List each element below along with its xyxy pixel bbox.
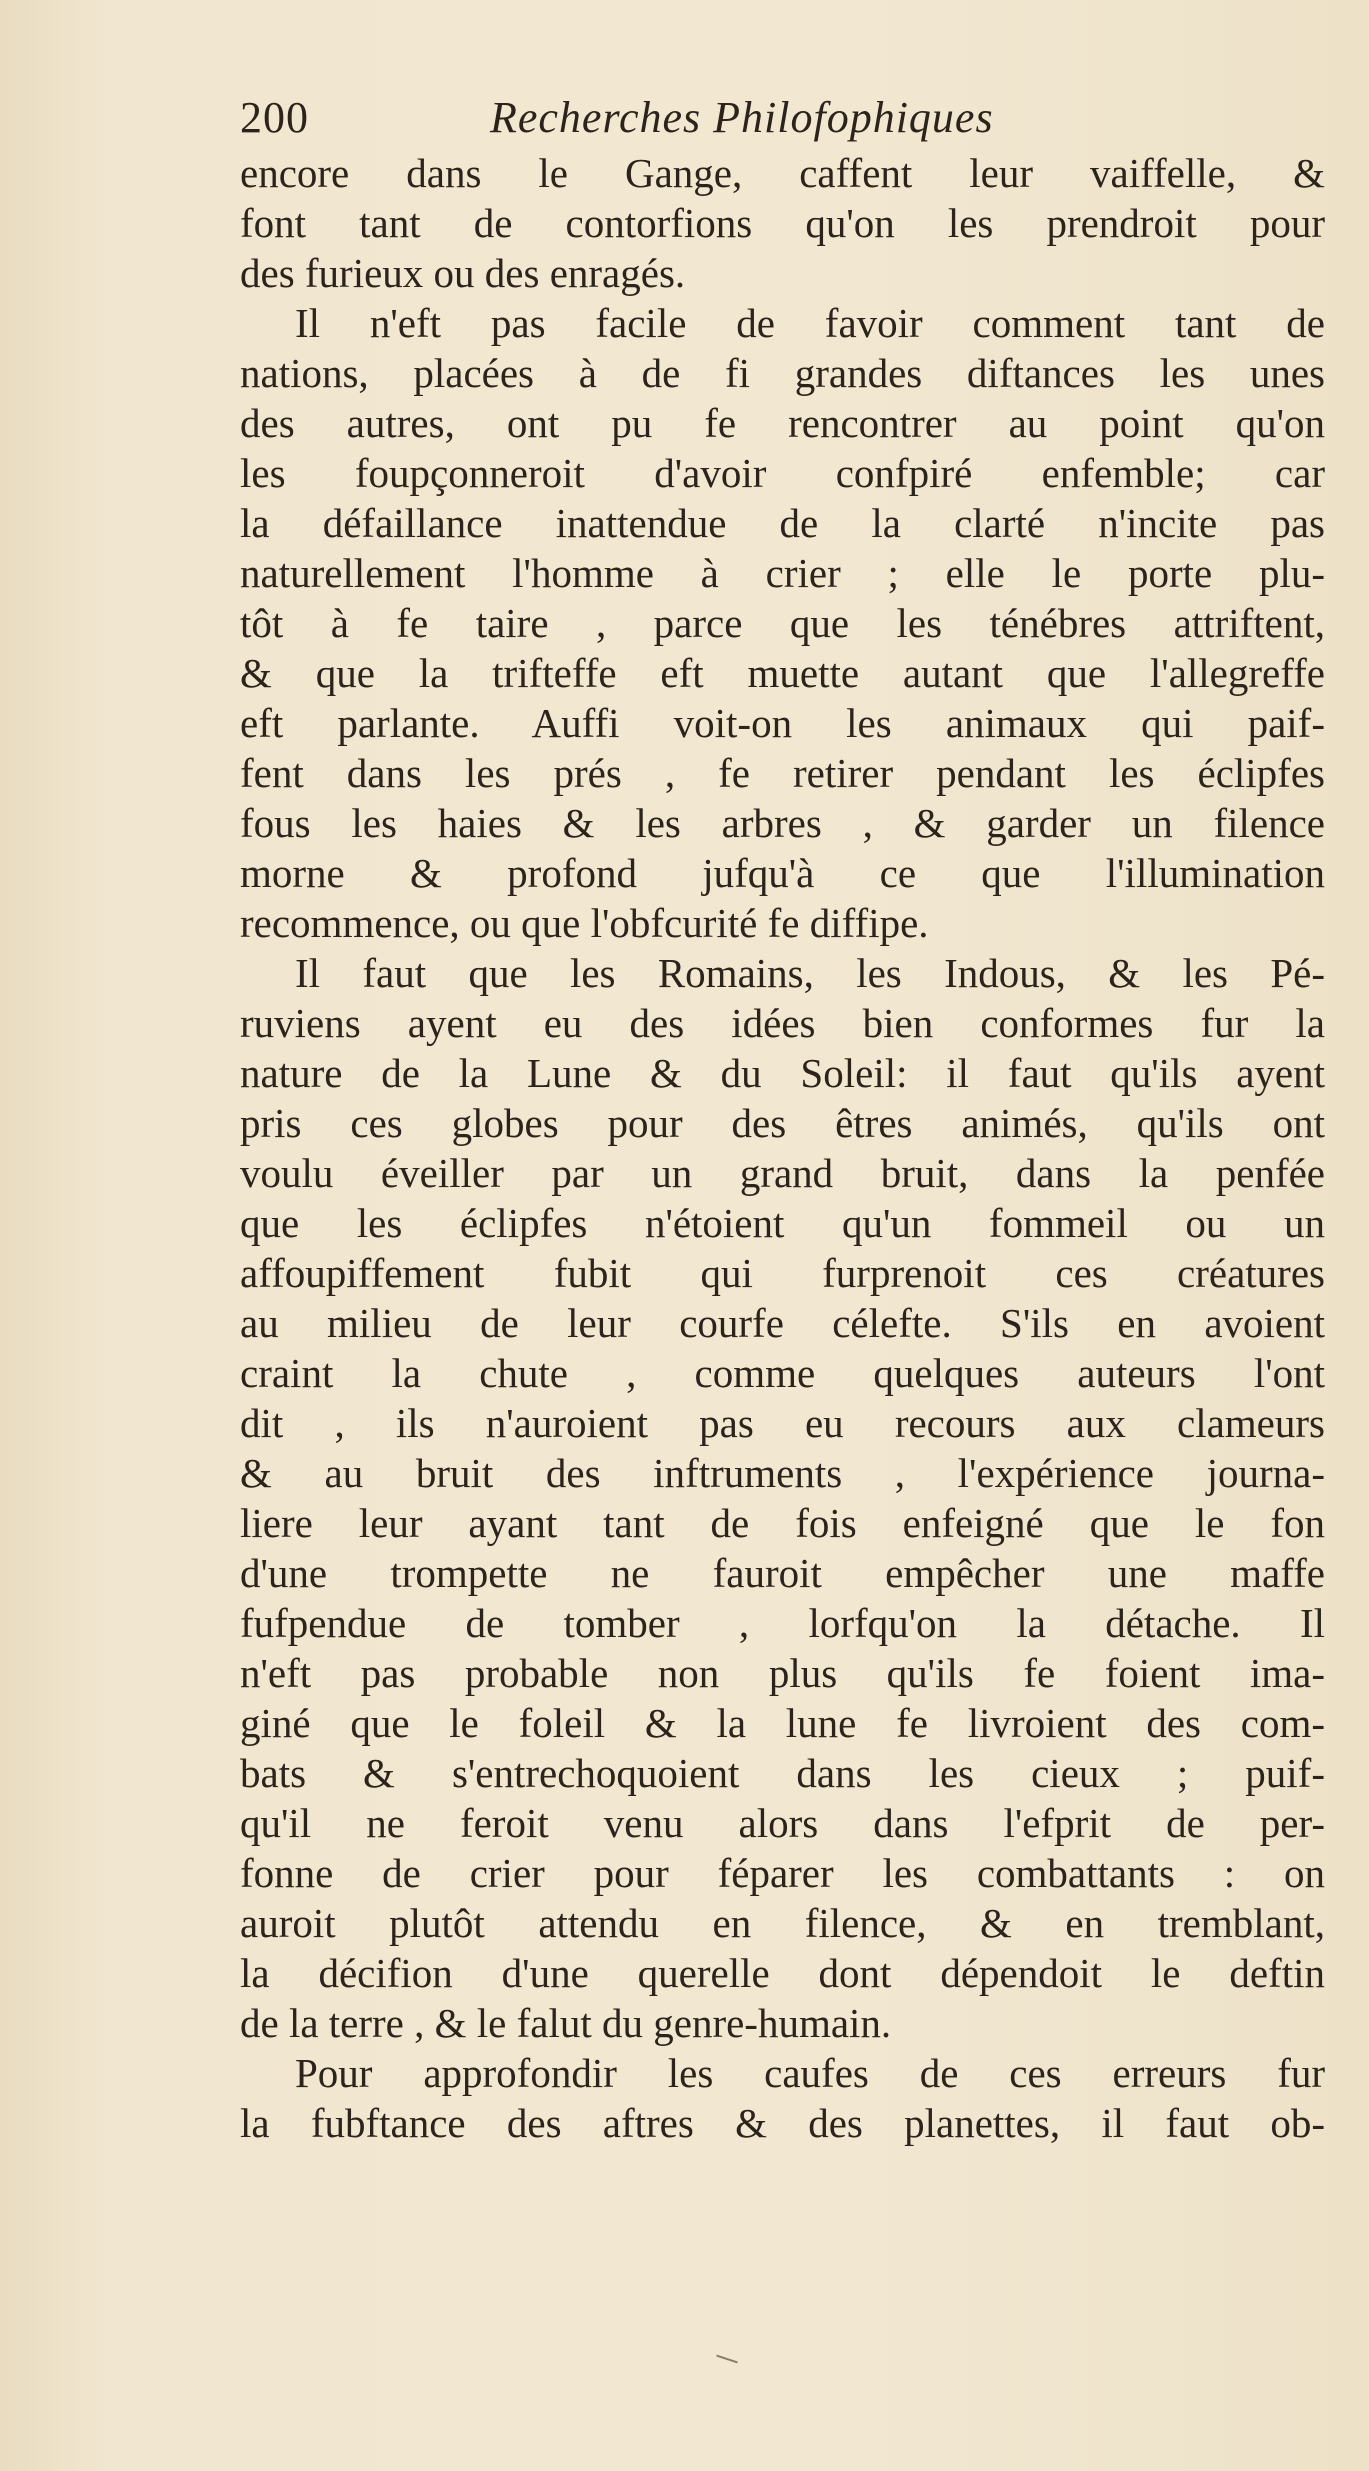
text-line: bats & s'entrechoquoient dans les cieux ; puif- [240,1750,1325,1796]
text-line: eft parlante. Auffi voit-on les animaux qui paif- [240,700,1325,746]
text-line: pris ces globes pour des êtres animés, qu'ils ont [240,1100,1325,1146]
text-line: auroit plutôt attendu en filence, & en tremblant, [240,1900,1325,1946]
text-line: fufpendue de tomber , lorfqu'on la détache. Il [240,1600,1325,1646]
text-line: qu'il ne feroit venu alors dans l'efprit de per- [240,1800,1325,1846]
text-line: Il faut que les Romains, les Indous, & les Pé- [295,950,1325,996]
text-line: naturellement l'homme à crier ; elle le porte plu- [240,550,1325,596]
text-line: la décifion d'une querelle dont dépendoit le deftin [240,1950,1325,1996]
text-line: encore dans le Gange, caffent leur vaiffelle, & [240,150,1325,196]
text-line: nations, placées à de fi grandes diftances les unes [240,350,1325,396]
text-line: morne & profond jufqu'à ce que l'illumination [240,850,1325,896]
text-line: fent dans les prés , fe retirer pendant les éclipfes [240,750,1325,796]
text-line: les foupçonneroit d'avoir confpiré enfemble; car [240,450,1325,496]
page-header [240,92,1240,152]
text-line: ruviens ayent eu des idées bien conformes fur la [240,1000,1325,1046]
text-line: giné que le foleil & la lune fe livroient des com- [240,1700,1325,1746]
text-line: la défaillance inattendue de la clarté n'incite pas [240,500,1325,546]
body-text [240,148,1325,2148]
text-line: Pour approfondir les caufes de ces erreurs fur [295,2050,1325,2096]
text-line: n'eft pas probable non plus qu'ils fe foient ima- [240,1650,1325,1696]
text-line: la fubftance des aftres & des planettes, il faut ob- [240,2100,1325,2146]
text-line: fonne de crier pour féparer les combattants : on [240,1850,1325,1896]
text-line: recommence, ou que l'obfcurité fe diffipe. [240,900,929,946]
text-line: que les éclipfes n'étoient qu'un fommeil ou un [240,1200,1325,1246]
text-line: & au bruit des inftruments , l'expérience journa- [240,1450,1325,1496]
text-line: font tant de contorfions qu'on les prendroit pour [240,200,1325,246]
text-line: dit , ils n'auroient pas eu recours aux clameurs [240,1400,1325,1446]
text-line: affoupiffement fubit qui furprenoit ces créatures [240,1250,1325,1296]
text-line: des furieux ou des enragés. [240,250,686,296]
text-line: & que la trifteffe eft muette autant que l'allegreffe [240,650,1325,696]
text-line: Il n'eft pas facile de favoir comment tant de [295,300,1325,346]
text-line: tôt à fe taire , parce que les ténébres attriftent, [240,600,1325,646]
text-line: des autres, ont pu fe rencontrer au point qu'on [240,400,1325,446]
text-line: nature de la Lune & du Soleil: il faut qu'ils ayent [240,1050,1325,1096]
footer-mark [716,2355,738,2364]
text-line: liere leur ayant tant de fois enfeigné que le fon [240,1500,1325,1546]
text-line: de la terre , & le falut du genre-humain. [240,2000,892,2046]
text-line: voulu éveiller par un grand bruit, dans la penfée [240,1150,1325,1196]
text-line: au milieu de leur courfe célefte. S'ils en avoient [240,1300,1325,1346]
text-line: fous les haies & les arbres , & garder un filence [240,800,1325,846]
text-line: d'une trompette ne fauroit empêcher une maffe [240,1550,1325,1596]
running-title: Recherches Philofophiques [490,93,994,142]
page-number: 200 [240,93,309,142]
text-line: craint la chute , comme quelques auteurs l'ont [240,1350,1325,1396]
